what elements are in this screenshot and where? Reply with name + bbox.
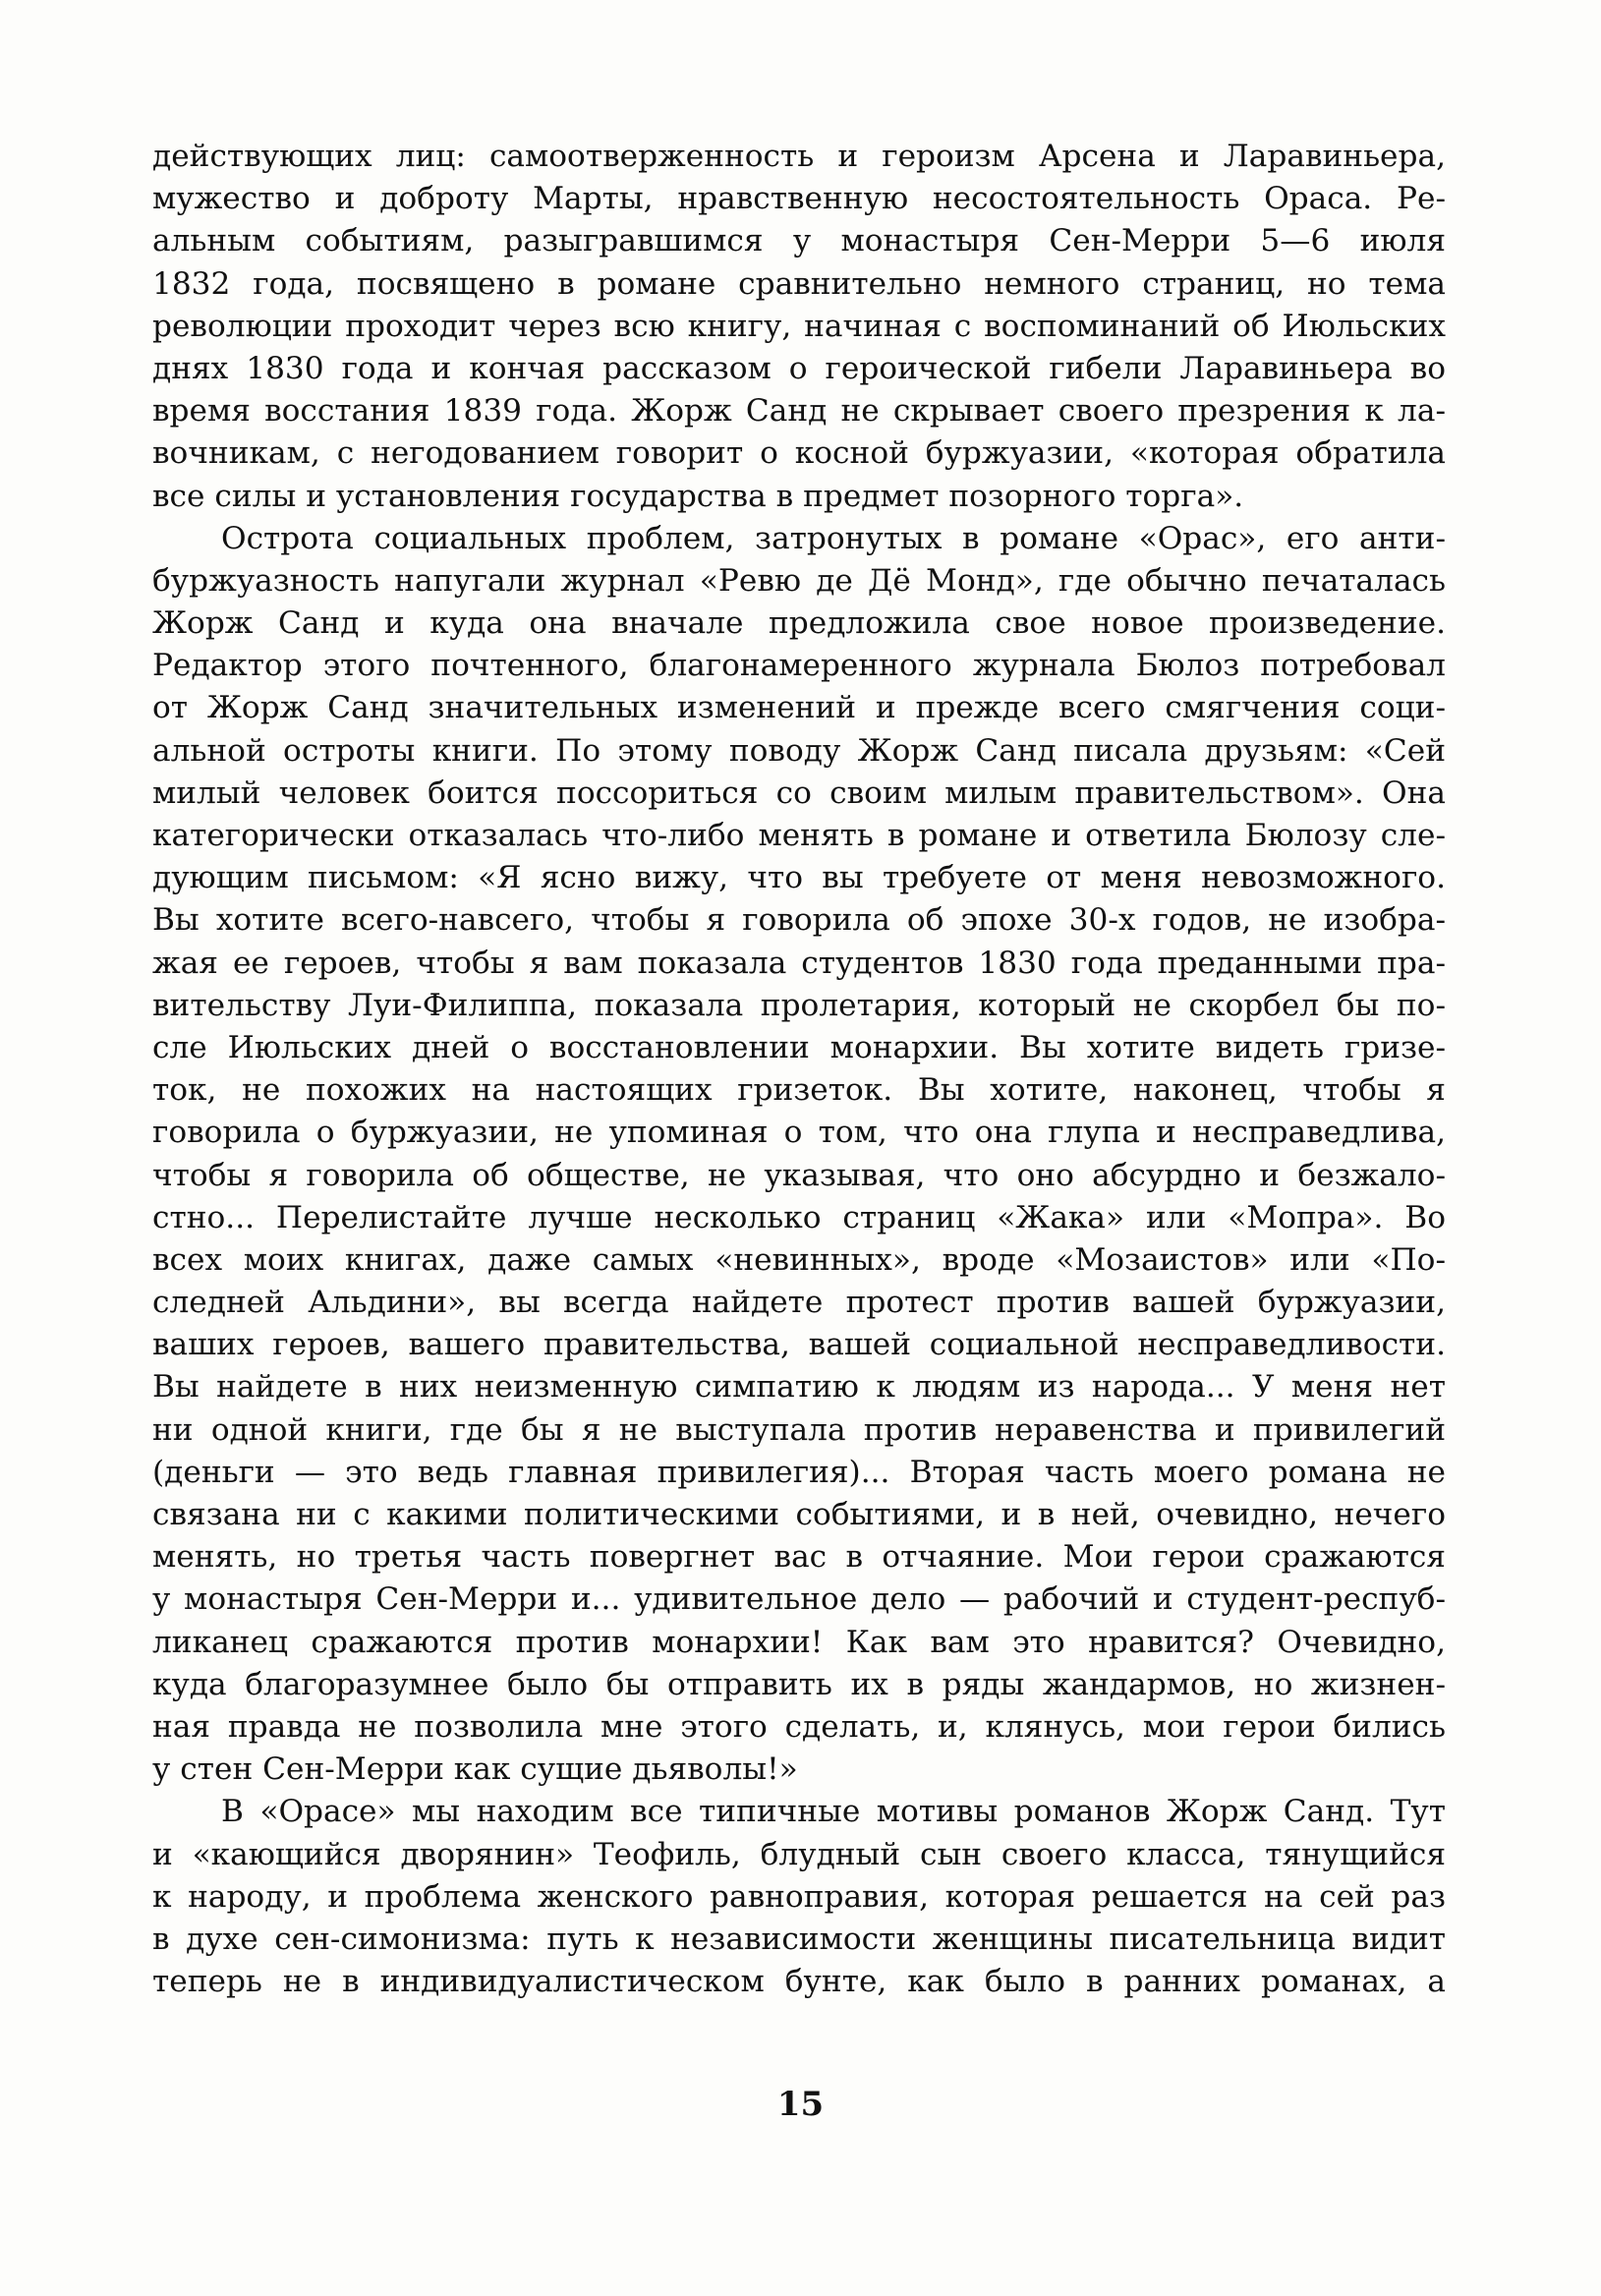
- text-line: ни одной книги, где бы я не выступала против неравенства и привилегий: [152, 1411, 1446, 1448]
- text-line: революции проходит через всю книгу, начиная с воспоминаний об Июльских: [152, 308, 1446, 344]
- text-line: Вы хотите всего-навсего, чтобы я говорила об эпохе 30-х годов, не изобра-: [152, 902, 1446, 939]
- text-line: говорила о буржуазии, не упоминая о том, что она глупа и несправедлива,: [152, 1115, 1446, 1151]
- text-line: к народу, и проблема женского равноправия, которая решается на сей раз: [152, 1878, 1446, 1915]
- text-line: и «кающийся дворянин» Теофиль, блудный сын своего класса, тянущийся: [152, 1836, 1446, 1872]
- text-line: вочникам, с негодованием говорит о косной буржуазии, «которая обратила: [152, 435, 1446, 472]
- text-line: менять, но третья часть повергнет вас в отчаяние. Мои герои сражаются: [152, 1539, 1446, 1576]
- text-line: сле Июльских дней о восстановлении монархии. Вы хотите видеть гризе-: [152, 1029, 1446, 1065]
- text-line: категорически отказалась что-либо менять в романе и ответила Бюлозу сле-: [152, 818, 1446, 853]
- text-line: всех моих книгах, даже самых «невинных», вроде «Мозаистов» или «По-: [152, 1241, 1446, 1278]
- text-line: в духе сен-симонизма: путь к независимости женщины писательница видит: [152, 1921, 1446, 1957]
- text-line: связана ни с какими политическими событиями, и в ней, очевидно, нечего: [152, 1497, 1446, 1532]
- text-line: альным событиям, разыгравшимся у монастыря Сен-Мерри 5—6 июля: [152, 223, 1446, 259]
- text-line: Редактор этого почтенного, благонамеренного журнала Бюлоз потребовал: [152, 648, 1446, 684]
- text-line: (деньги — это ведь главная привилегия)... Вторая часть моего романа не: [152, 1454, 1446, 1490]
- text-line: теперь не в индивидуалистическом бунте, как было в ранних романах, а: [152, 1964, 1446, 2000]
- text-line: Жорж Санд и куда она вначале предложила свое новое произведение.: [152, 605, 1446, 642]
- text-line: В «Орасе» мы находим все типичные мотивы романов Жорж Санд. Тут: [221, 1794, 1446, 1830]
- text-line: от Жорж Санд значительных изменений и прежде всего смягчения соци-: [152, 690, 1446, 726]
- text-line: мужество и доброту Марты, нравственную несостоятельность Ораса. Ре-: [152, 181, 1446, 217]
- page-number: 15: [776, 2085, 825, 2124]
- text-line: милый человек боится поссориться со своим милым правительством». Она: [152, 775, 1446, 811]
- body-text: [152, 136, 1446, 2003]
- text-line: чтобы я говорила об обществе, не указывая, что оно абсурдно и безжало-: [152, 1157, 1446, 1193]
- text-line: ная правда не позволила мне этого сделать, и, клянусь, мои герои бились: [152, 1708, 1446, 1745]
- text-line: действующих лиц: самоотверженность и героизм Арсена и Ларавиньера,: [152, 139, 1446, 174]
- text-line: у монастыря Сен-Мерри и... удивительное дело — рабочий и студент-респуб-: [152, 1581, 1446, 1618]
- text-line: время восстания 1839 года. Жорж Санд не скрывает своего презрения к ла-: [152, 393, 1446, 430]
- text-line: альной остроты книги. По этому поводу Жорж Санд писала друзьям: «Сей: [152, 732, 1446, 769]
- text-line: Острота социальных проблем, затронутых в романе «Орас», его анти-: [221, 520, 1446, 556]
- text-line: ваших героев, вашего правительства, вашей социальной несправедливости.: [152, 1327, 1446, 1363]
- text-line: все силы и установления государства в предмет позорного торга».: [152, 478, 1244, 514]
- text-line: ликанец сражаются против монархии! Как вам это нравится? Очевидно,: [152, 1624, 1446, 1660]
- text-line: днях 1830 года и кончая рассказом о героической гибели Ларавиньера во: [152, 350, 1446, 386]
- text-line: стно... Перелистайте лучше несколько страниц «Жака» или «Мопра». Во: [152, 1199, 1446, 1235]
- text-line: следней Альдини», вы всегда найдете протест против вашей буржуазии,: [152, 1285, 1446, 1321]
- text-line: ток, не похожих на настоящих гризеток. Вы хотите, наконец, чтобы я: [152, 1072, 1446, 1109]
- text-line: у стен Сен-Мерри как сущие дьяволы!»: [152, 1751, 798, 1788]
- text-line: куда благоразумнее было бы отправить их в ряды жандармов, но жизнен-: [152, 1666, 1446, 1702]
- text-line: жая ее героев, чтобы я вам показала студентов 1830 года преданными пра-: [152, 945, 1446, 981]
- text-line: буржуазность напугали журнал «Ревю де Дё Монд», где обычно печаталась: [152, 562, 1446, 599]
- text-line: Вы найдете в них неизменную симпатию к людям из народа... У меня нет: [152, 1369, 1446, 1406]
- text-line: дующим письмом: «Я ясно вижу, что вы требуете от меня невозможного.: [152, 860, 1446, 896]
- text-line: 1832 года, посвящено в романе сравнительно немного страниц, но тема: [152, 265, 1446, 302]
- text-line: вительству Луи-Филиппа, показала пролетария, который не скорбел бы по-: [152, 987, 1446, 1023]
